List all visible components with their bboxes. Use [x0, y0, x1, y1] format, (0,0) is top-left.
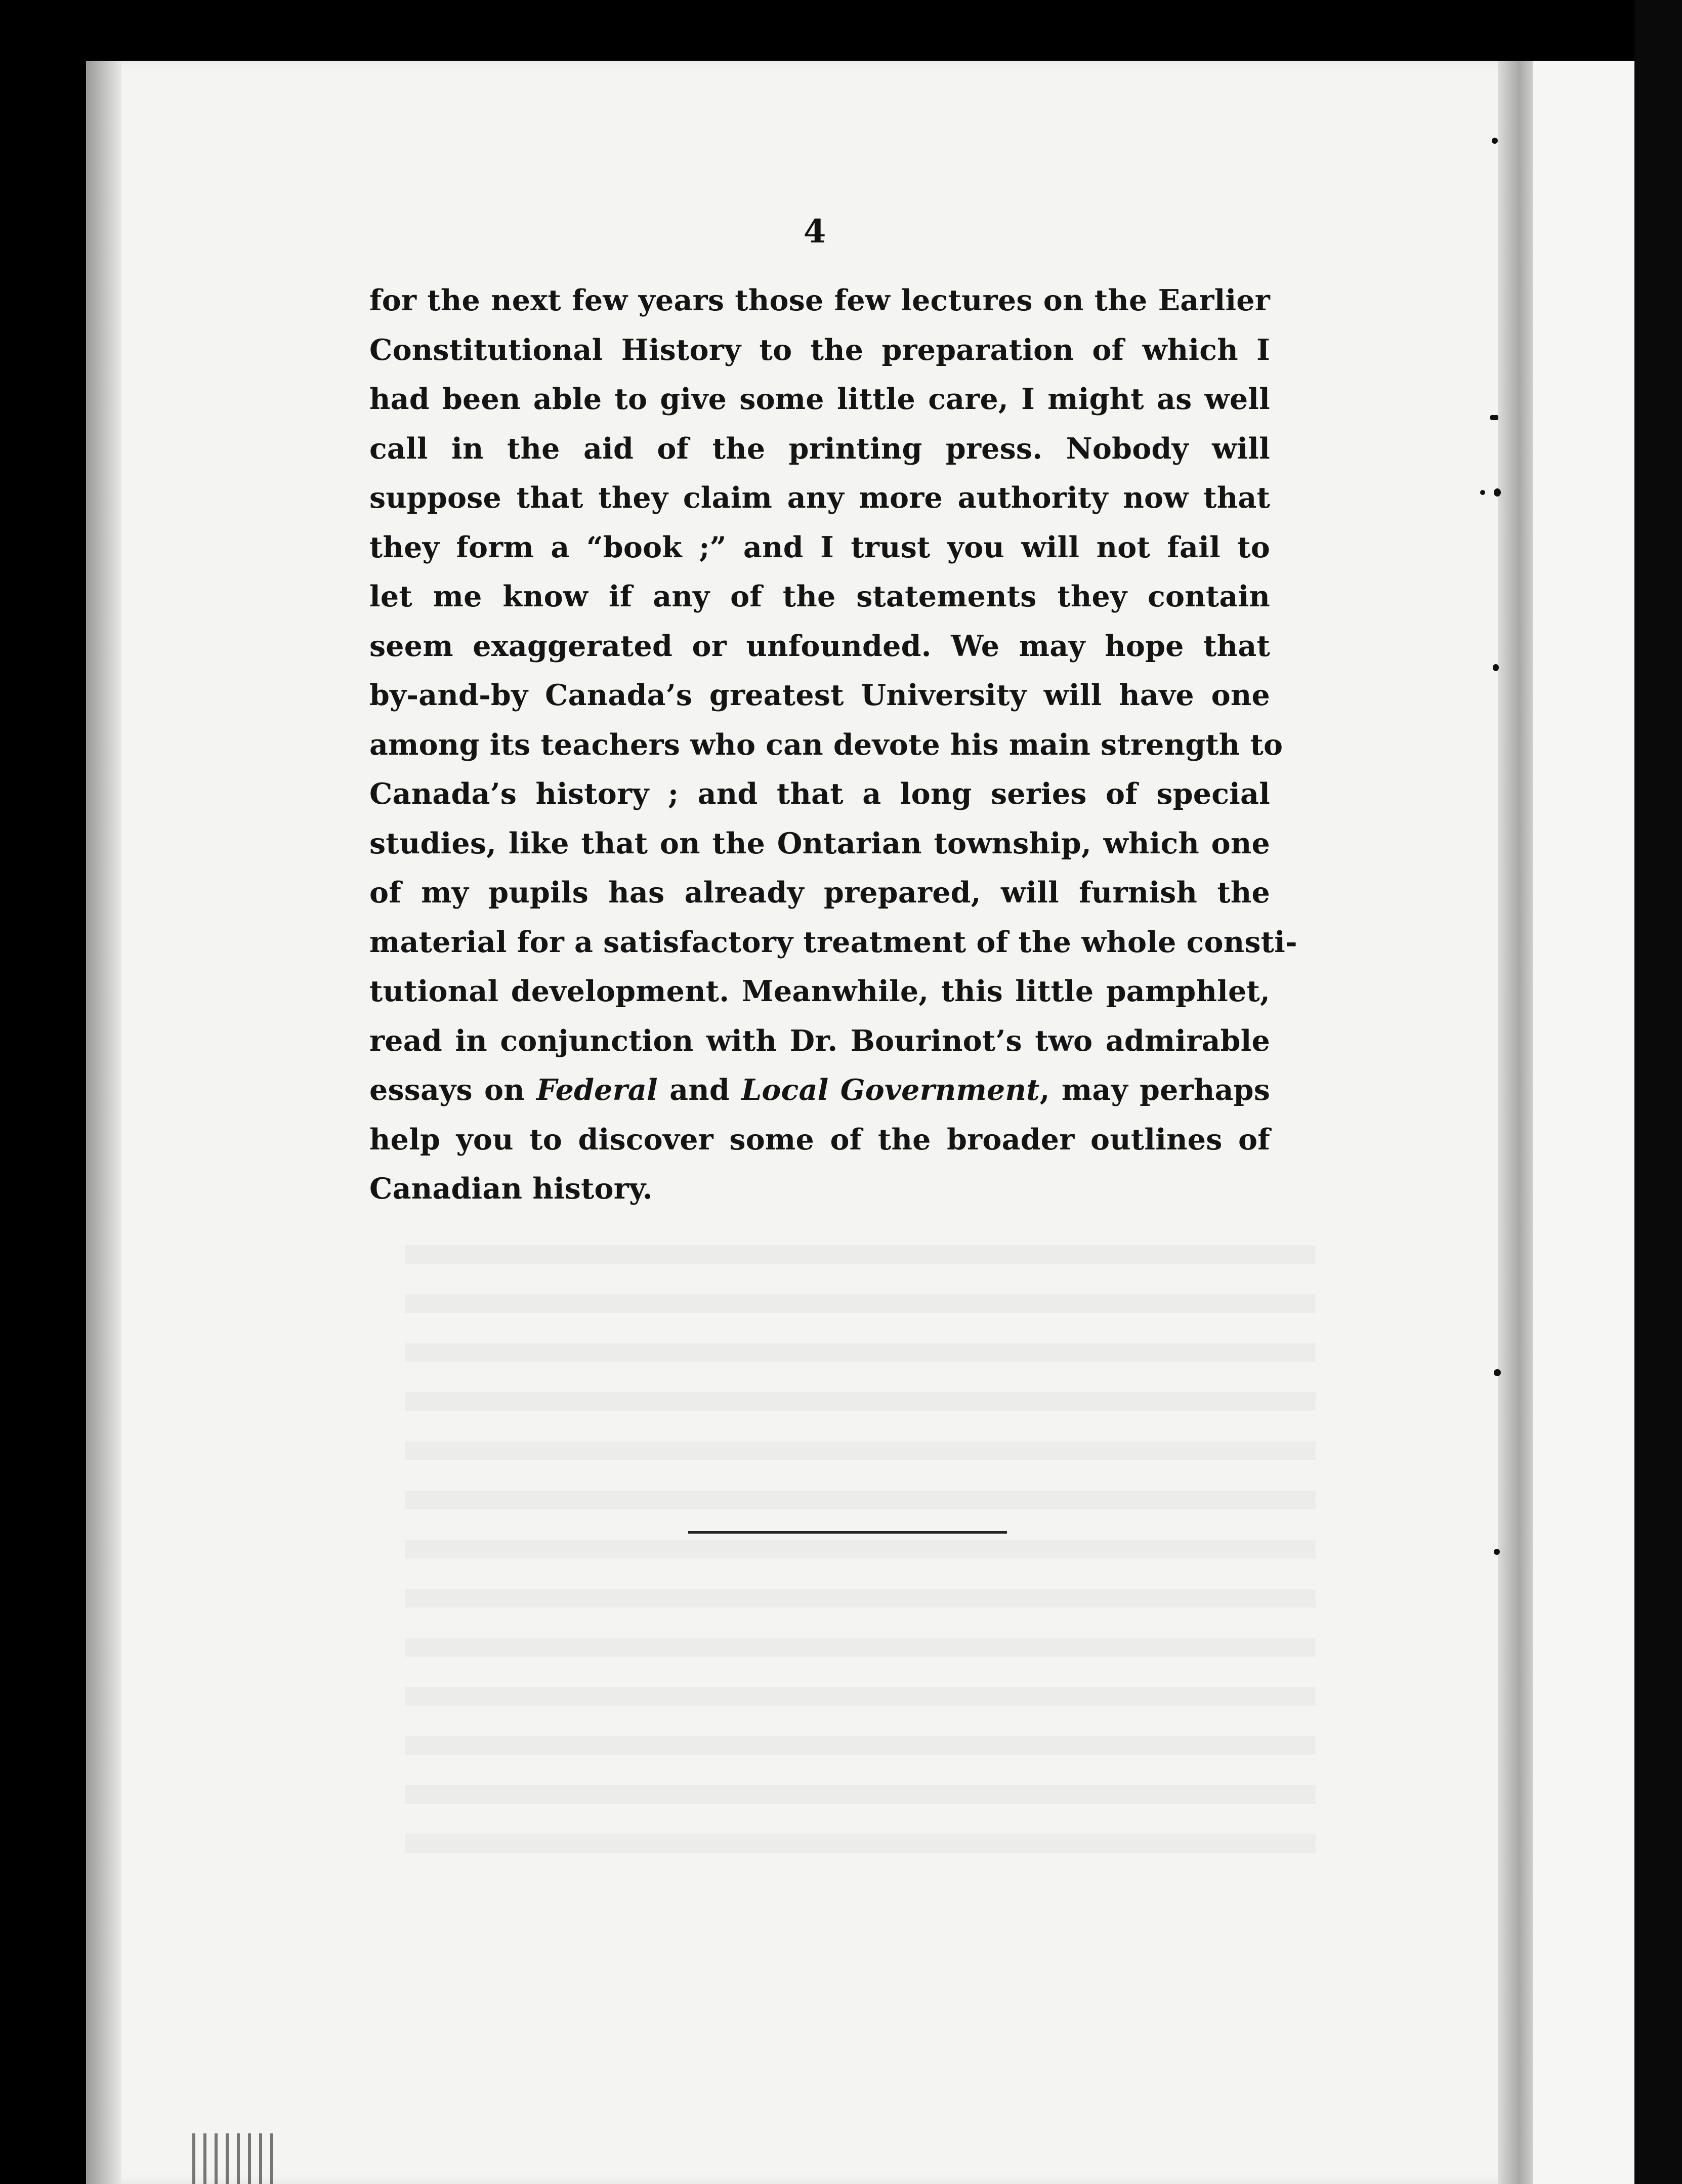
text-line: seem exaggerated or unfounded. We may hope that [369, 629, 1270, 663]
text-line: tutional development. Meanwhile, this little pamphlet, [369, 974, 1270, 1008]
text-line: Canadian history. [369, 1172, 653, 1206]
text-line: let me know if any of the statements they contain [369, 580, 1270, 613]
page-mark-dot [1492, 138, 1498, 144]
scan-top-border [86, 0, 1634, 61]
text-line: had been able to give some little care, I might as well [369, 382, 1270, 416]
text-line: they form a “book ;” and I trust you will not fail to [369, 530, 1270, 564]
page-mark-dot [1480, 490, 1485, 495]
text-line: material for a satisfactory treatment of the whole consti- [369, 925, 1297, 959]
page-mark-dot [1494, 488, 1501, 497]
section-divider-rule [688, 1531, 1007, 1534]
page-mark-dot [1493, 664, 1499, 671]
text-line: help you to discover some of the broader outlines of [369, 1122, 1270, 1157]
page-mark-dot [1494, 1369, 1501, 1376]
page-number: 4 [803, 213, 826, 251]
text-line: by-and-by Canada’s greatest University will have one [369, 678, 1270, 712]
text-line: of my pupils has already prepared, will furnish the [369, 876, 1270, 910]
text-line: for the next few years those few lectures on the Earlier [369, 283, 1270, 317]
text-line: among its teachers who can devote his main strength to [369, 727, 1283, 762]
page-mark-dot [1494, 1549, 1500, 1555]
scan-right-border [1634, 0, 1682, 2184]
italic-title: Federal [536, 1073, 658, 1107]
page-mark-dot [1490, 415, 1498, 420]
bleed-through-text [405, 1215, 1316, 1873]
binding-shadow [86, 61, 121, 2184]
text-line: suppose that they claim any more authority now that [369, 481, 1270, 515]
text-line: call in the aid of the printing press. Nobody will [369, 431, 1270, 466]
scan-edge-marks [192, 2133, 273, 2184]
next-page-margin [1533, 61, 1634, 2184]
text-line: Canada’s history ; and that a long series of special [369, 777, 1270, 811]
text-line-with-italics: essays on Federal and Local Government, may perhaps [369, 1073, 1270, 1107]
next-page-edge [1498, 61, 1533, 2184]
text-line: studies, like that on the Ontarian township, which one [369, 826, 1270, 860]
italic-title: Local Government [741, 1073, 1040, 1107]
text-line: read in conjunction with Dr. Bourinot’s two admirable [369, 1023, 1270, 1058]
body-text [369, 276, 1297, 1214]
text-line: Constitutional History to the preparation of which I [369, 333, 1270, 367]
